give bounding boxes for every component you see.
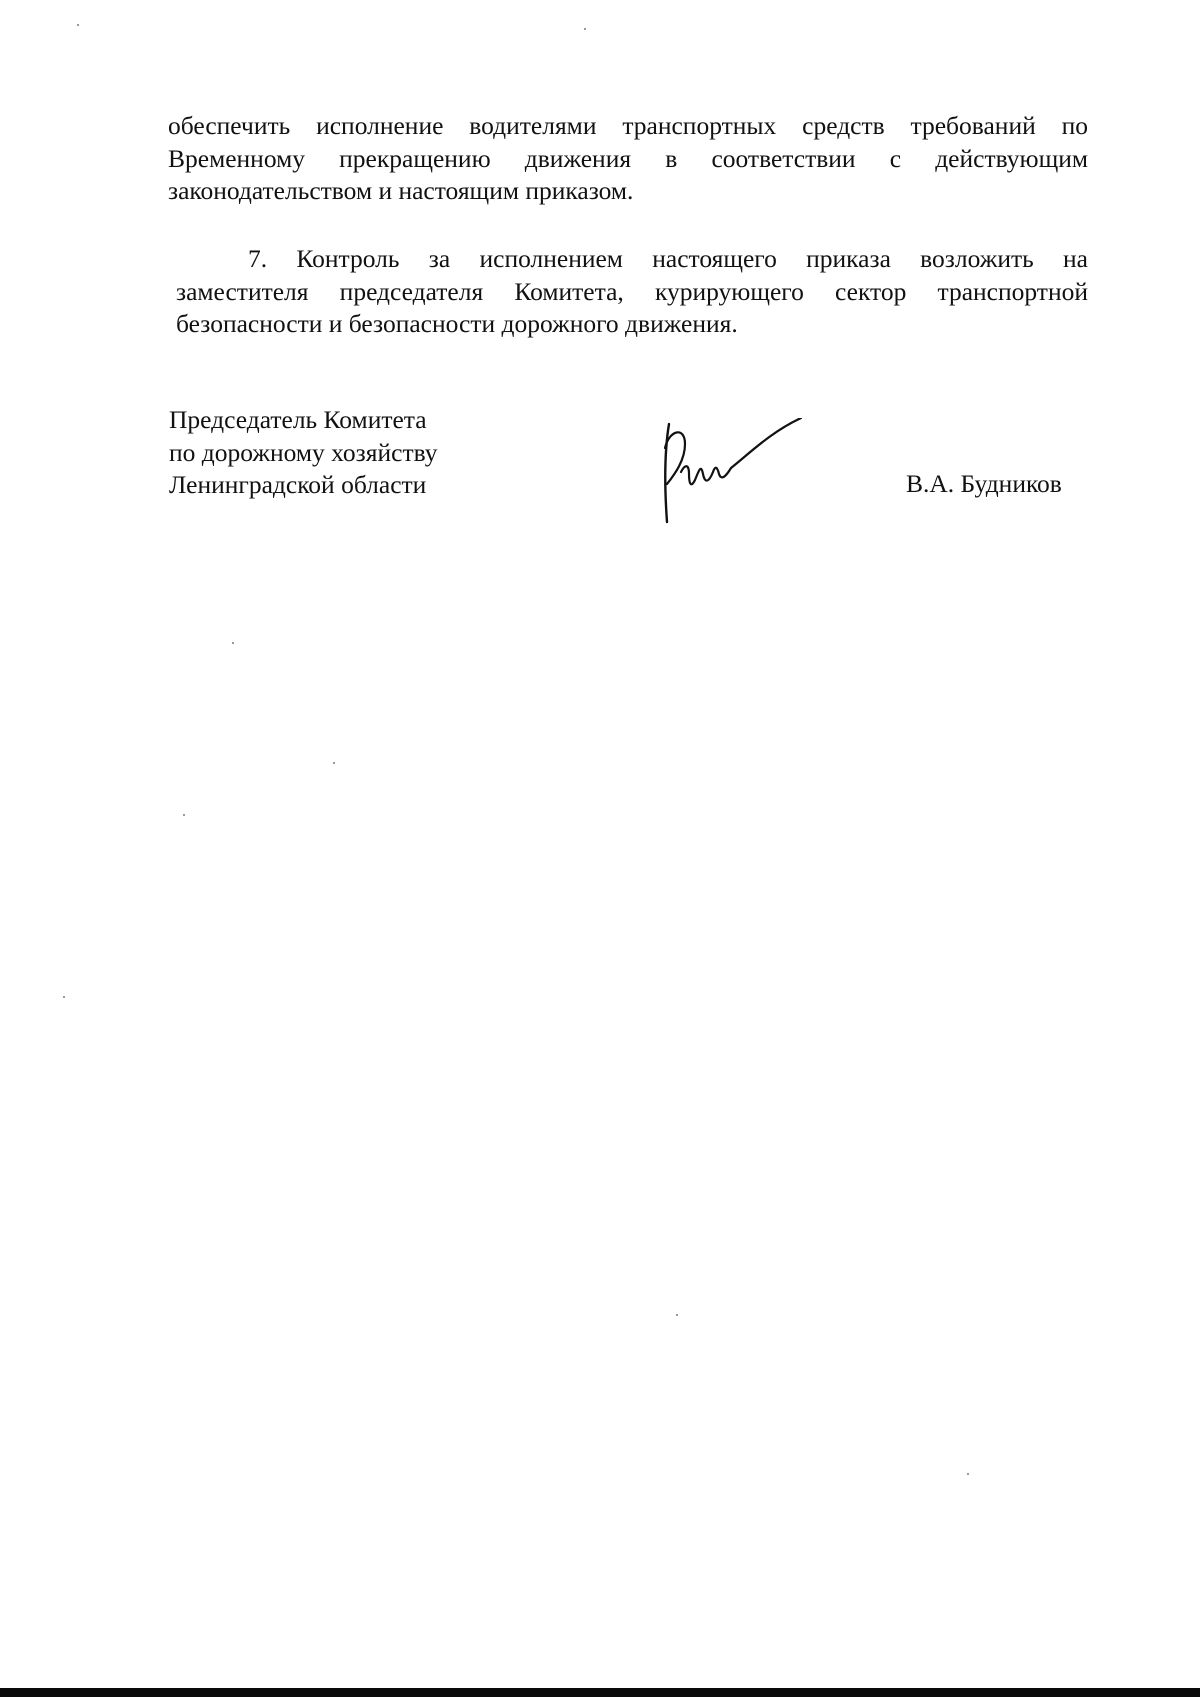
scan-speck bbox=[333, 762, 335, 764]
text-line: Временному прекращению движения в соответствии с действующим bbox=[168, 143, 1088, 173]
handwritten-signature bbox=[655, 418, 805, 530]
signer-name: В.А. Будников bbox=[906, 469, 1062, 498]
scan-speck bbox=[63, 996, 65, 998]
scan-speck bbox=[232, 642, 234, 644]
signer-position-line: Председатель Комитета bbox=[169, 405, 427, 434]
text-line: законодательством и настоящим приказом. bbox=[168, 176, 634, 205]
scan-speck bbox=[183, 814, 185, 816]
text-line: обеспечить исполнение водителями транспортных средств требований по bbox=[168, 111, 1088, 140]
text-line: заместителя председателя Комитета, курирующего сектор транспортной bbox=[176, 276, 1088, 306]
paragraph-7 bbox=[176, 243, 1088, 341]
scan-speck bbox=[584, 28, 586, 30]
text-line: безопасности и безопасности дорожного движения. bbox=[176, 309, 738, 338]
signer-position bbox=[169, 404, 438, 502]
signer-position-line: по дорожному хозяйству bbox=[169, 437, 438, 467]
scan-speck bbox=[676, 1314, 678, 1316]
scan-bottom-edge bbox=[0, 1688, 1200, 1697]
paragraph-continuation bbox=[168, 110, 1088, 208]
signer-position-line: Ленинградской области bbox=[169, 470, 427, 499]
scan-speck bbox=[967, 1473, 969, 1475]
text-line: 7. Контроль за исполнением настоящего приказа возложить на bbox=[248, 244, 1088, 273]
scan-speck bbox=[77, 24, 79, 26]
